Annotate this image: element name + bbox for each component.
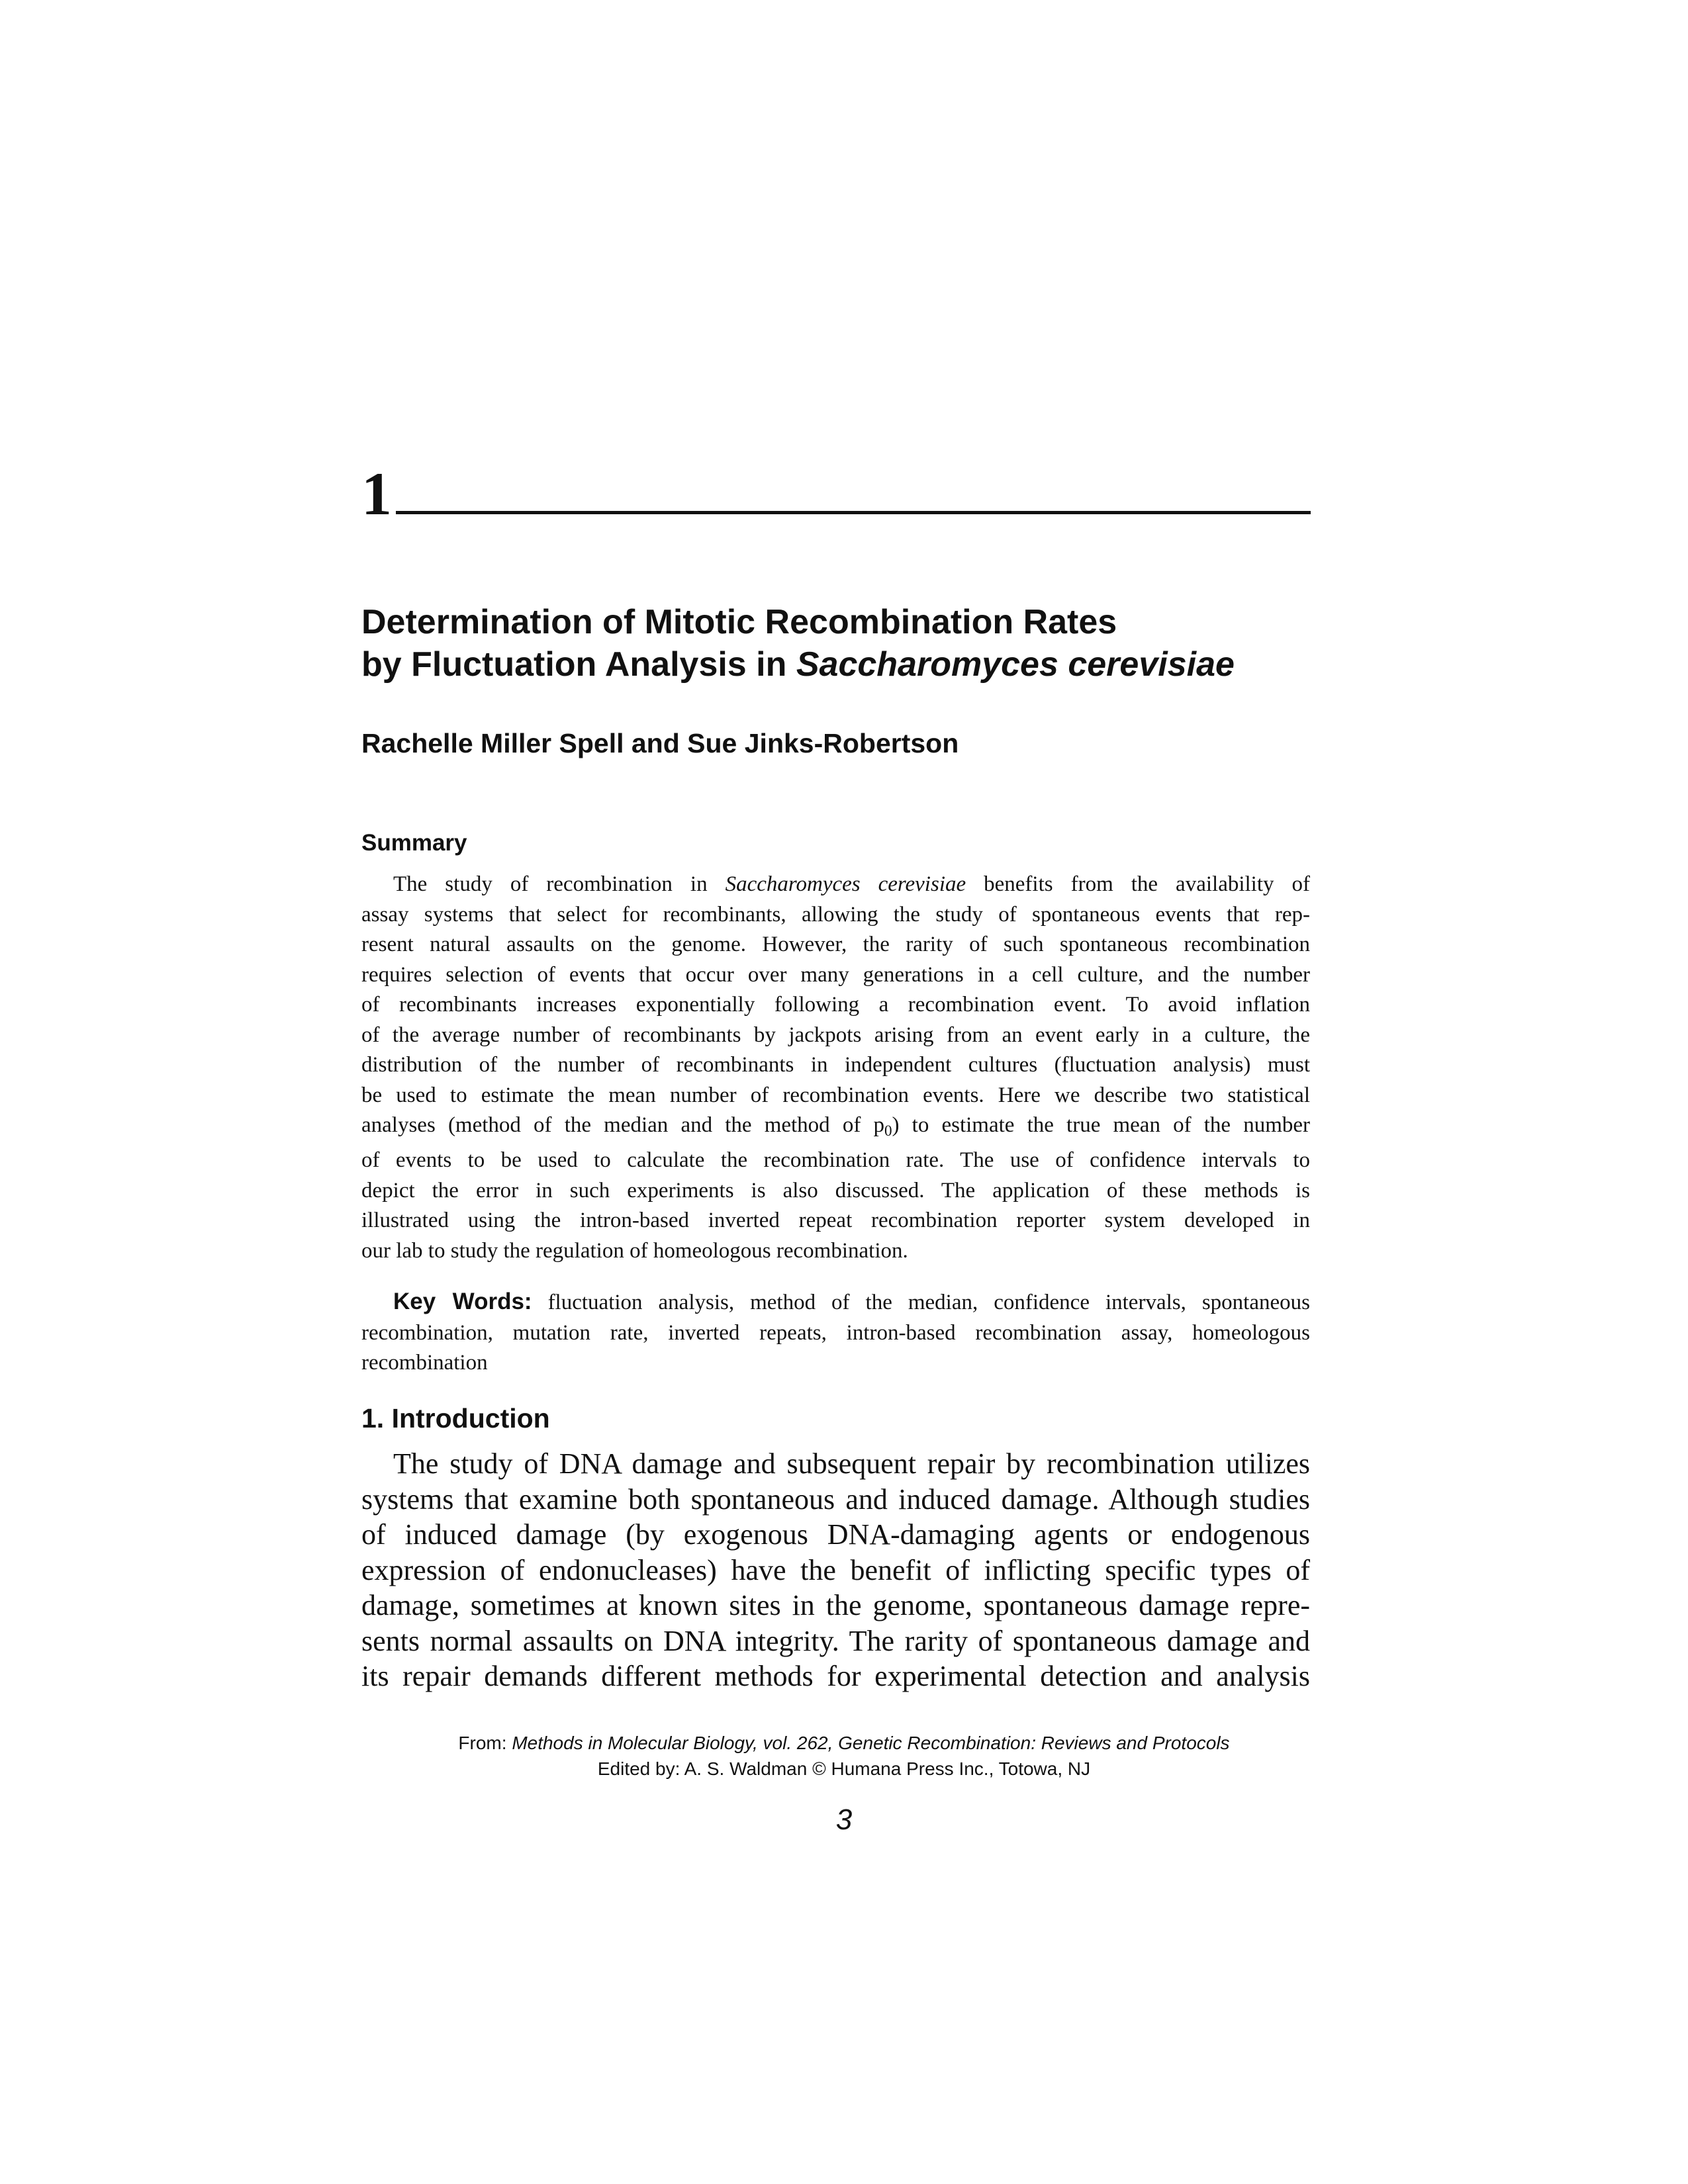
footer-source: Methods in Molecular Biology, vol. 262, Genetic Recombination: Reviews and Protocols (512, 1733, 1230, 1753)
text-line (361, 900, 1310, 931)
text-segment: depict the error in such experiments is also discussed. The application of these methods is (361, 1178, 1310, 1203)
text-segment: damage, sometimes at known sites in the genome, spontaneous damage repre- (361, 1589, 1310, 1621)
text-segment: distribution of the number of recombinants in independent cultures (fluctuation analysis) must (361, 1053, 1310, 1077)
text-segment: resent natural assaults on the genome. However, the rarity of such spontaneous recombination (361, 933, 1310, 956)
text-line (361, 1021, 1310, 1051)
title-line-2-prefix: by Fluctuation Analysis in (361, 645, 796, 684)
text-line (361, 1176, 1310, 1206)
title-line-2 (361, 643, 1235, 686)
text-segment: analyses (method of the median and the method of p (361, 1113, 884, 1137)
text-line (361, 930, 1310, 960)
text-segment: our lab to study the regulation of homeologous recombination. (361, 1238, 908, 1263)
text-line (361, 1050, 1310, 1081)
title-line-1: Determination of Mitotic Recombination Rates (361, 603, 1117, 641)
text-segment: of recombinants increases exponentially following a recombination event. To avoid inflation (361, 993, 1310, 1017)
text-segment: benefits from the availability of (966, 872, 1310, 896)
text-line (361, 870, 1310, 900)
footer-source-line (0, 1731, 1688, 1756)
text-line (361, 1588, 1310, 1623)
text-segment: fluctuation analysis, method of the median, confidence intervals, spontaneous (532, 1291, 1310, 1314)
text-segment: assay systems that select for recombinants, allowing the study of spontaneous events that rep- (361, 902, 1310, 927)
text-segment: illustrated using the intron-based inverted repeat recombination reporter system developed in (361, 1208, 1310, 1233)
text-segment: recombination, mutation rate, inverted repeats, intron-based recombination assay, homeologous (361, 1320, 1310, 1345)
text-line (361, 1659, 1310, 1694)
text-line (361, 1318, 1310, 1349)
text-segment: of events to be used to calculate the recombination rate. The use of confidence intervals to (361, 1148, 1310, 1173)
authors: Rachelle Miller Spell and Sue Jinks-Robertson (361, 728, 959, 758)
text-segment: The study of recombination in (393, 872, 726, 896)
italic-text: Saccharomyces cerevisiae (725, 872, 966, 896)
text-line (361, 1146, 1310, 1176)
introduction-heading: 1. Introduction (361, 1403, 550, 1433)
footer-edited: Edited by: A. S. Waldman © Humana Press Inc., Totowa, NJ (597, 1758, 1091, 1779)
text-segment: requires selection of events that occur over many generations in a cell culture, and the number (361, 962, 1310, 987)
summary-paragraph (361, 870, 1310, 1266)
text-line (361, 1111, 1310, 1146)
text-line (361, 1623, 1310, 1659)
chapter-number: 1 (361, 460, 392, 527)
text-segment: of the average number of recombinants by jackpots arising from an event early in a culture, the (361, 1023, 1310, 1047)
title-species: Saccharomyces cerevisiae (796, 645, 1235, 684)
text-line (361, 1236, 1310, 1267)
text-segment: of induced damage (by exogenous DNA-damaging agents or endogenous (361, 1518, 1310, 1551)
text-line (361, 1206, 1310, 1236)
summary-heading: Summary (361, 830, 467, 856)
text-segment: ) to estimate the true mean of the number (892, 1113, 1310, 1137)
footer-from-label: From: (458, 1733, 512, 1753)
text-line (361, 1446, 1310, 1482)
text-line (361, 1553, 1310, 1588)
text-segment: its repair demands different methods for experimental detection and analysis (361, 1660, 1310, 1692)
source-footer (0, 1731, 1688, 1782)
text-line (361, 1517, 1310, 1553)
text-line (361, 1287, 1310, 1318)
text-segment: The study of DNA damage and subsequent repair by recombination utilizes (393, 1447, 1310, 1480)
page-number: 3 (835, 1803, 853, 1836)
chapter-title (361, 601, 1235, 686)
keywords-paragraph (361, 1287, 1310, 1379)
text-line (361, 1348, 1310, 1379)
introduction-paragraph (361, 1446, 1310, 1694)
text-segment: sents normal assaults on DNA integrity. The rarity of spontaneous damage and (361, 1624, 1310, 1657)
text-line (361, 1081, 1310, 1111)
text-segment: systems that examine both spontaneous and induced damage. Although studies (361, 1482, 1310, 1516)
text-line (361, 960, 1310, 991)
text-line (361, 1482, 1310, 1518)
subscript: 0 (884, 1121, 892, 1139)
text-segment: expression of endonucleases) have the benefit of inflicting specific types of (361, 1553, 1310, 1586)
chapter-rule (396, 511, 1311, 514)
text-segment: be used to estimate the mean number of recombination events. Here we describe two statistical (361, 1083, 1310, 1107)
keywords-label: Key Words: (393, 1289, 532, 1314)
text-line (361, 990, 1310, 1021)
text-segment: recombination (361, 1351, 488, 1375)
